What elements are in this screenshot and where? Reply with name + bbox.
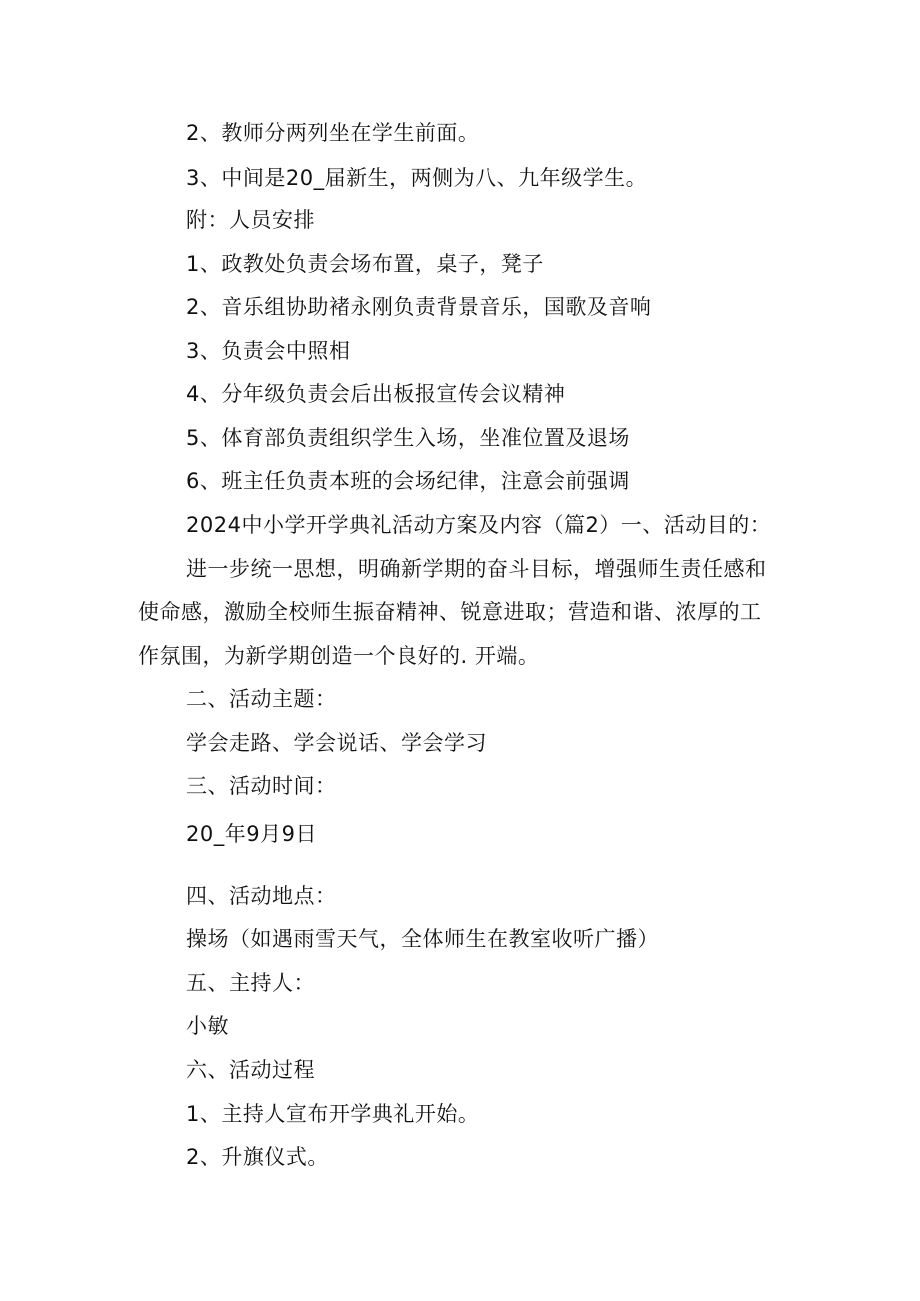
text-line: 5、体育部负责组织学生入场，坐准位置及退场 xyxy=(186,426,630,450)
paragraph-line: 使命感，激励全校师生振奋精神、锐意进取；营造和谐、浓厚的工 xyxy=(138,600,762,624)
text-line: 2、音乐组协助褚永刚负责背景音乐，国歌及音响 xyxy=(186,295,652,319)
section-heading: 六、活动过程 xyxy=(186,1058,315,1082)
text-line: 20_年9月9日 xyxy=(186,822,317,846)
section-heading: 四、活动地点： xyxy=(186,884,337,908)
text-line: 小敏 xyxy=(186,1014,229,1038)
section-heading: 2024中小学开学典礼活动方案及内容（篇2）一、活动目的： xyxy=(186,513,772,537)
text-line: 3、负责会中照相 xyxy=(186,339,351,363)
text-line: 附：人员安排 xyxy=(186,208,315,232)
section-heading: 五、主持人： xyxy=(186,971,315,995)
text-line: 学会走路、学会说话、学会学习 xyxy=(186,731,487,755)
section-heading: 三、活动时间： xyxy=(186,774,337,798)
text-line: 1、主持人宣布开学典礼开始。 xyxy=(186,1102,480,1126)
section-heading: 二、活动主题： xyxy=(186,687,337,711)
text-line: 3、中间是20_届新生，两侧为八、九年级学生。 xyxy=(186,166,648,190)
text-line: 2、升旗仪式。 xyxy=(186,1145,329,1169)
text-line: 2、教师分两列坐在学生前面。 xyxy=(186,121,480,145)
paragraph-line: 作氛围，为新学期创造一个良好的. 开端。 xyxy=(138,644,540,668)
text-line: 1、政教处负责会场布置，桌子，凳子 xyxy=(186,252,544,276)
text-line: 操场（如遇雨雪天气，全体师生在教室收听广播） xyxy=(186,927,659,951)
text-line: 6、班主任负责本班的会场纪律，注意会前强调 xyxy=(186,469,630,493)
paragraph-line: 进一步统一思想，明确新学期的奋斗目标，增强师生责任感和 xyxy=(186,557,767,581)
text-line: 4、分年级负责会后出板报宣传会议精神 xyxy=(186,382,566,406)
